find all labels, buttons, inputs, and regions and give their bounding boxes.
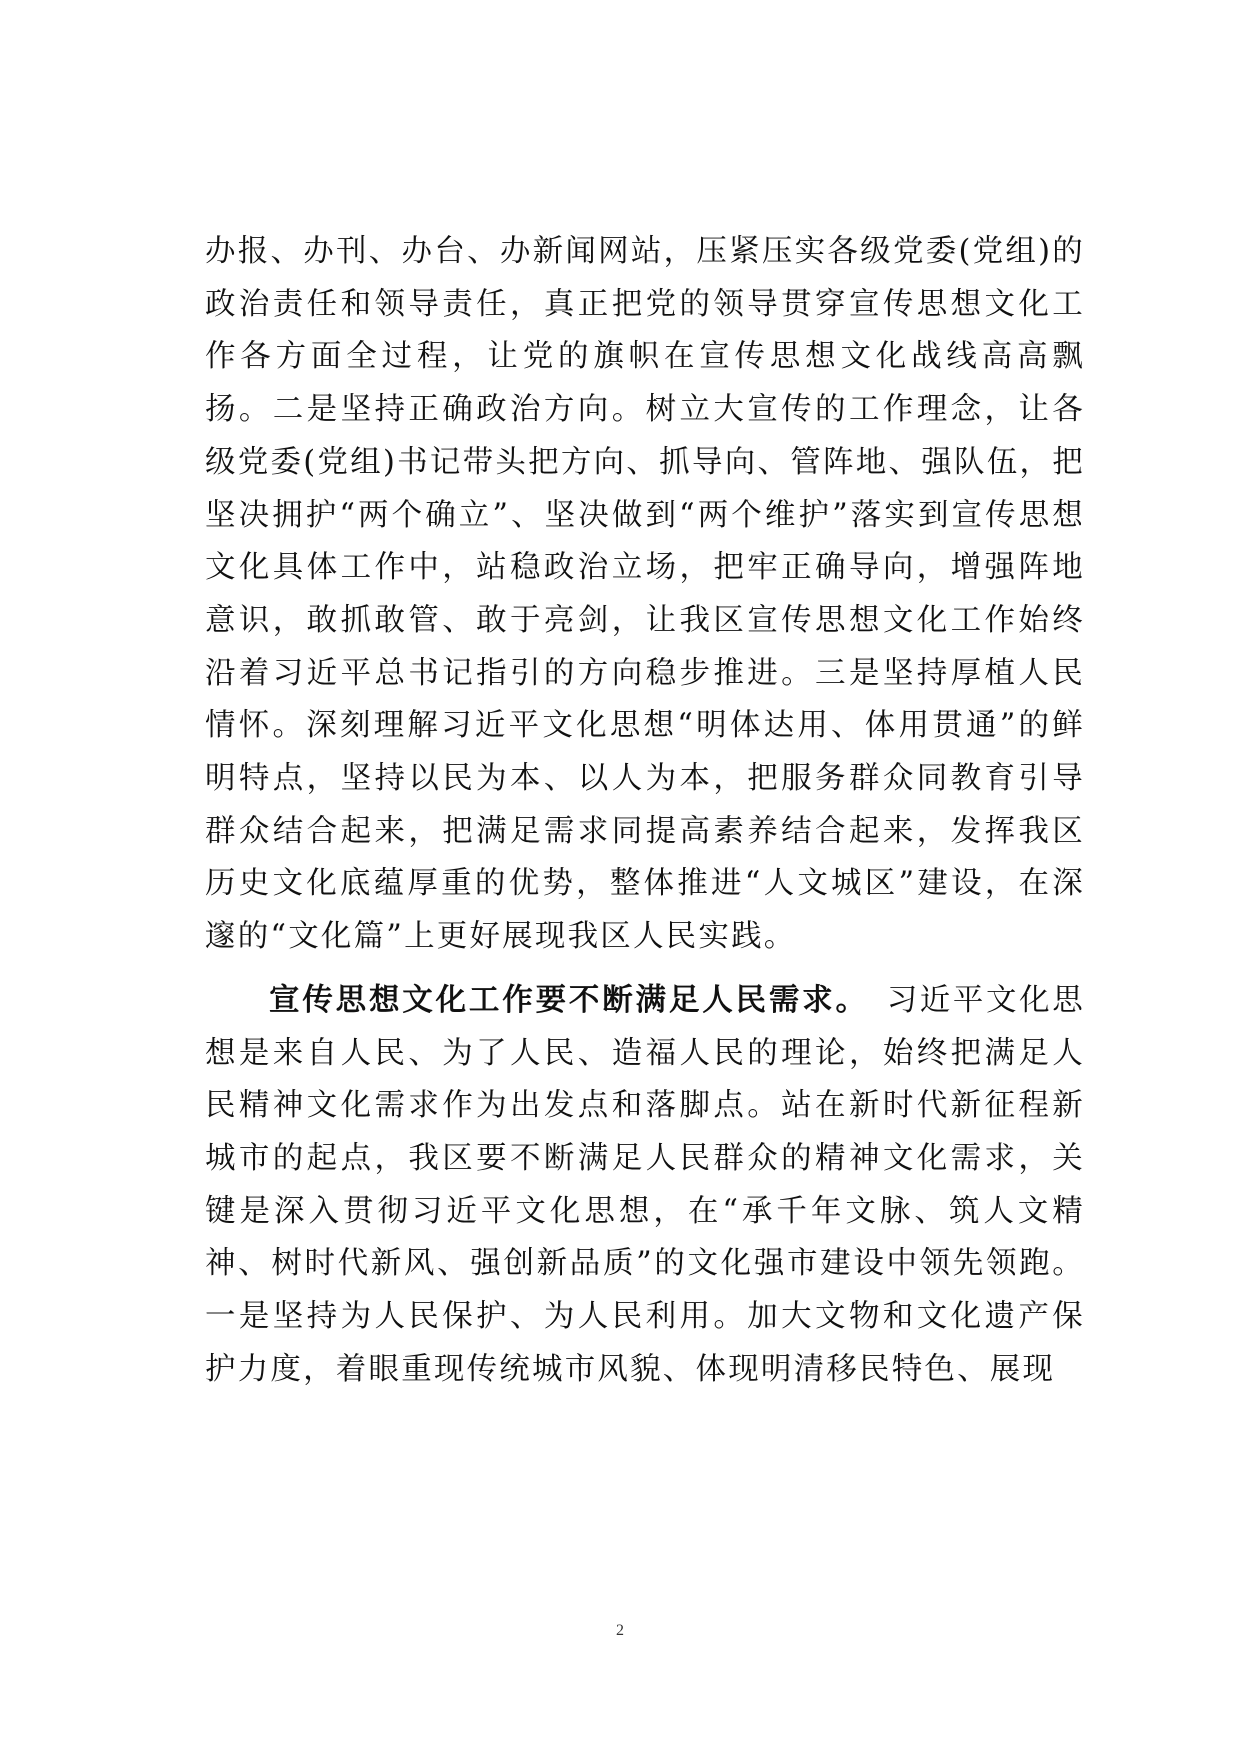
paragraph-2-text: 习近平文化思想是来自人民、为了人民、造福人民的理论，始终把满足人民精神文化需求作为出发点和落脚点。站在新时代新征程新城市的起点，我区要不断满足人民群众的精神文化需求，关键是深入贯彻习近平文化思想，在“承千年文脉、筑人文精神、树时代新风、强创新品质”的文化强市建设中领先领跑。一是坚持为人民保护、为人民利用。加大文物和文化遗产保护力度，着眼重现传统城市风貌、体现明清移民特色、展现: [205, 982, 1085, 1387]
document-body: [205, 226, 1085, 1396]
paragraph-1: [205, 226, 1085, 964]
paragraph-1-text: 办报、办刊、办台、办新闻网站，压紧压实各级党委(党组)的政治责任和领导责任，真正把党的领导贯穿宣传思想文化工作各方面全过程，让党的旗帜在宣传思想文化战线高高飘扬。二是坚持正确政治方向。树立大宣传的工作理念，让各级党委(党组)书记带头把方向、抓导向、管阵地、强队伍，把坚决拥护“两个确立”、坚决做到“两个维护”落实到宣传思想文化具体工作中，站稳政治立场，把牢正确导向，增强阵地意识，敢抓敢管、敢于亮剑，让我区宣传思想文化工作始终沿着习近平总书记指引的方向稳步推进。三是坚持厚植人民情怀。深刻理解习近平文化思想“明体达用、体用贯通”的鲜明特点，坚持以民为本、以人为本，把服务群众同教育引导群众结合起来，把满足需求同提高素养结合起来，发挥我区历史文化底蕴厚重的优势，整体推进“人文城区”建设，在深邃的“文化篇”上更好展现我区人民实践。: [205, 234, 1085, 955]
page-number: 2: [616, 1622, 624, 1639]
paragraph-2: [205, 974, 1085, 1397]
paragraph-2-lead-heading: 宣传思想文化工作要不断满足人民需求。: [269, 981, 854, 1018]
